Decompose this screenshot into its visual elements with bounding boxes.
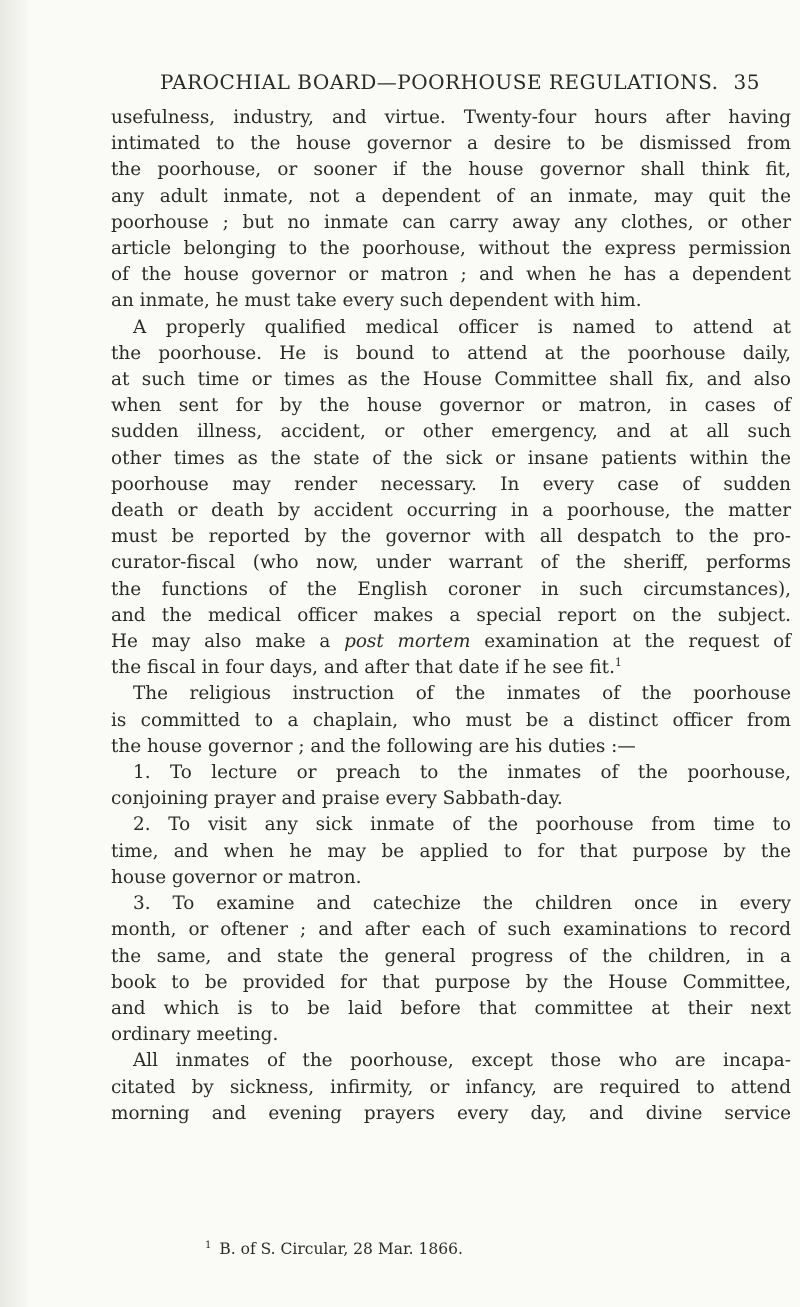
text-line: the poorhouse. He is bound to attend at the poorhouse daily,: [111, 342, 791, 364]
text-line: other times as the state of the sick or insane patients within the: [111, 447, 791, 469]
text-segment: He may also make a: [111, 631, 331, 653]
text-line: the functions of the English coroner in such circumstances),: [111, 578, 791, 600]
text-line: All inmates of the poorhouse, except those who are incapa-: [133, 1050, 791, 1072]
text-line: when sent for by the house governor or matron, in cases of: [111, 395, 791, 417]
page-gutter-shadow: [0, 0, 28, 1307]
footnote-reference[interactable]: 1: [614, 656, 622, 670]
text-line: of the house governor or matron ; and when he has a dependent: [111, 264, 791, 286]
list-item-line: month, or oftener ; and after each of such examinations to record: [111, 919, 791, 941]
text-segment: the fiscal in four days, and after that date if he see fit.: [111, 657, 615, 679]
text-line: an inmate, he must take every such dependent with him.: [111, 290, 642, 312]
text-line: must be reported by the governor with all despatch to the pro-: [111, 526, 791, 548]
list-item-line: conjoining prayer and praise every Sabbath-day.: [111, 788, 563, 810]
text-line: at such time or times as the House Committee shall fix, and also: [111, 369, 791, 391]
text-line: curator-fiscal (who now, under warrant of the sheriff, performs: [111, 552, 791, 574]
text-line: [111, 629, 791, 655]
running-head: [160, 70, 760, 94]
footnote-mark: 1: [205, 1240, 212, 1251]
text-line: citated by sickness, infirmity, or infancy, are required to attend: [111, 1076, 791, 1098]
text-line: The religious instruction of the inmates of the poorhouse: [133, 683, 791, 705]
page-number: 35: [733, 70, 760, 94]
list-item-line: 1. To lecture or preach to the inmates of the poorhouse,: [133, 762, 791, 784]
list-item-line: time, and when he may be applied to for that purpose by the: [111, 840, 791, 862]
list-item-line: 2. To visit any sick inmate of the poorhouse from time to: [133, 814, 791, 836]
text-line: poorhouse ; but no inmate can carry away any clothes, or other: [111, 211, 791, 233]
text-line: the house governor ; and the following are his duties :—: [111, 735, 636, 757]
running-title: PAROCHIAL BOARD—POORHOUSE REGULATIONS.: [160, 70, 719, 94]
list-item-line: 3. To examine and catechize the children once in every: [133, 893, 791, 915]
text-line: and the medical officer makes a special report on the subject.: [111, 604, 791, 626]
italic-phrase: post mortem: [344, 631, 471, 653]
text-line: [111, 655, 791, 681]
list-item-line: the same, and state the general progress of the children, in a: [111, 945, 791, 967]
text-line: morning and evening prayers every day, and divine service: [111, 1102, 791, 1124]
body-text: [111, 105, 791, 1127]
text-line: article belonging to the poorhouse, without the express permission: [111, 238, 791, 260]
text-segment: examination at the request of: [484, 631, 791, 653]
list-item-line: house governor or matron.: [111, 866, 362, 888]
text-line: sudden illness, accident, or other emergency, and at all such: [111, 421, 791, 443]
text-line: death or death by accident occurring in a poorhouse, the matter: [111, 500, 791, 522]
text-line: usefulness, industry, and virtue. Twenty-four hours after having: [111, 107, 791, 128]
footnote-text: B. of S. Circular, 28 Mar. 1866.: [219, 1240, 463, 1259]
list-item-line: and which is to be laid before that committee at their next: [111, 997, 791, 1019]
text-line: poorhouse may render necessary. In every case of sudden: [111, 473, 791, 495]
text-line: any adult inmate, not a dependent of an inmate, may quit the: [111, 185, 791, 207]
text-line: A properly qualified medical officer is named to attend at: [133, 316, 791, 338]
list-item-line: book to be provided for that purpose by the House Committee,: [111, 971, 791, 993]
text-line: is committed to a chaplain, who must be a distinct officer from: [111, 709, 791, 731]
footnote: [205, 1240, 463, 1258]
list-item-line: ordinary meeting.: [111, 1024, 279, 1046]
text-line: the poorhouse, or sooner if the house governor shall think fit,: [111, 159, 791, 181]
text-line: intimated to the house governor a desire to be dismissed from: [111, 133, 791, 155]
